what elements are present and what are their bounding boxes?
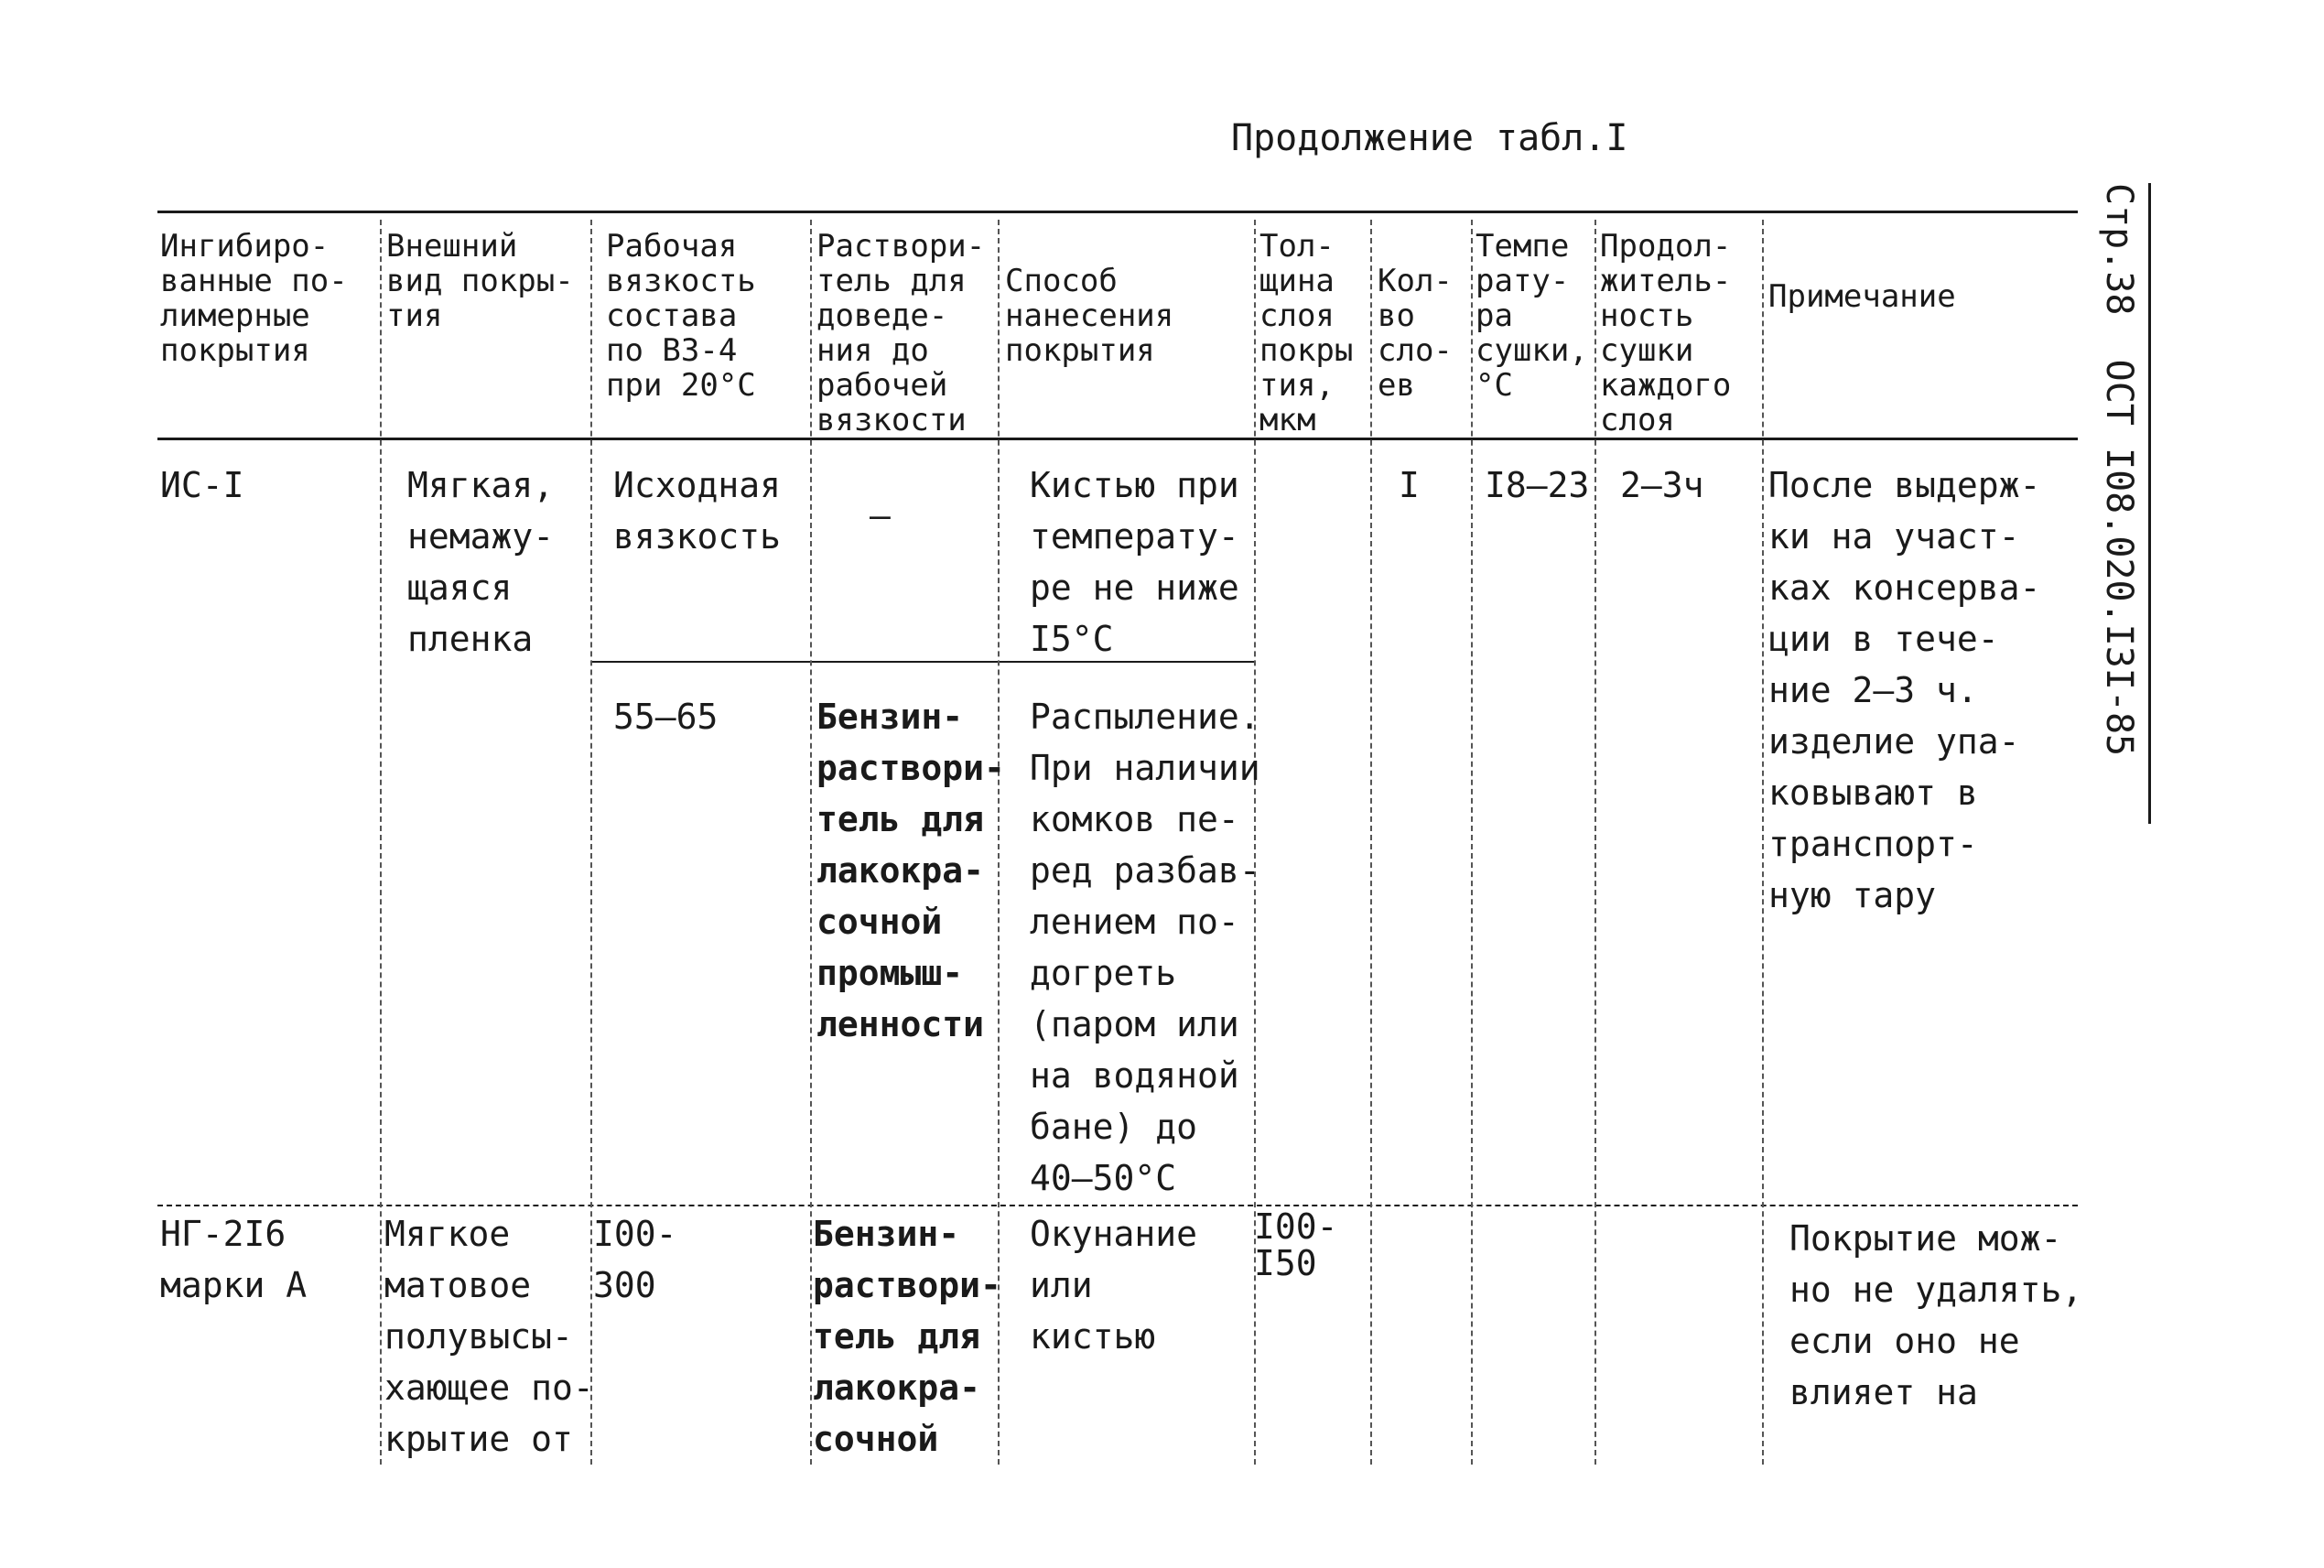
row-divider	[157, 1205, 2078, 1206]
table-top-rule	[157, 211, 2078, 213]
col-divider-9	[1762, 220, 1764, 1465]
row1-appearance: Мягкая, немажу- щаяся пленка	[407, 465, 555, 659]
table-caption: Продолжение табл.I	[1231, 117, 1628, 159]
row1-method-a: Кистью при температу- ре не ниже I5°С	[1030, 465, 1239, 659]
header-coating: Ингибиро- ванные по- лимерные покрытия	[160, 228, 348, 369]
row1-viscosity-b: 55–65	[613, 697, 719, 737]
header-appearance: Внешний вид покры- тия	[386, 228, 574, 334]
header-temperature: Темпе рату- ра сушки, °С	[1475, 228, 1588, 404]
header-note: Примечание	[1768, 278, 1956, 315]
row1-layers: I	[1399, 465, 1420, 505]
col-divider-8	[1594, 220, 1596, 1465]
side-rule	[2148, 183, 2151, 824]
header-method: Способ нанесения покрытия	[1005, 263, 1174, 369]
col-divider-1	[380, 220, 382, 1465]
header-viscosity: Рабочая вязкость состава по ВЗ-4 при 20°С	[606, 228, 756, 404]
header-layers: Кол- во сло- ев	[1378, 263, 1453, 404]
row1-note: После выдерж- ки на участ- ках консерва- ции в тече- ние 2–3 ч. изделие упа- ковывают в транспорт- ную тару	[1768, 465, 2041, 915]
row1-method-b: Распыление. При наличии комков пе- ред разбав- лением по- догреть (паром или на водяной бане) до 40–50°С	[1030, 697, 1260, 1198]
row2-name: НГ-2I6 марки А	[160, 1214, 308, 1305]
row2-note: Покрытие мож- но не удалять, если оно не влияет на	[1789, 1218, 2083, 1412]
col-divider-7	[1471, 220, 1473, 1465]
row2-thickness: I00- I50	[1254, 1206, 1338, 1283]
row1-solvent-a: –	[870, 495, 891, 535]
row1-temperature: I8–23	[1485, 465, 1590, 505]
col-divider-6	[1370, 220, 1372, 1465]
row2-viscosity: I00- 300	[593, 1214, 677, 1305]
row2-solvent: Бензин- раствори- тель для лакокра- сочной	[813, 1214, 1001, 1459]
row2-appearance: Мягкое матовое полувысы- хающее по- крытие от	[384, 1214, 594, 1459]
header-duration: Продол- житель- ность сушки каждого слоя	[1600, 228, 1732, 438]
row1-name: ИС-I	[160, 465, 244, 505]
row1-duration: 2–3ч	[1620, 465, 1704, 505]
header-bottom-rule	[157, 438, 2078, 440]
row2-method: Окунание или кистью	[1030, 1214, 1198, 1357]
document-code: Стр.38 ОСТ I08.020.I3I-85	[2098, 183, 2140, 757]
col-divider-3	[810, 220, 812, 1465]
row1-solvent-b: Бензин- раствори- тель для лакокра- сочной промыш- ленности	[816, 697, 1005, 1044]
header-thickness: Тол- щина слоя покры тия, мкм	[1259, 228, 1354, 438]
row1-viscosity-a: Исходная вязкость	[613, 465, 782, 557]
header-solvent: Раствори- тель для доведе- ния до рабочей вязкости	[816, 228, 986, 438]
